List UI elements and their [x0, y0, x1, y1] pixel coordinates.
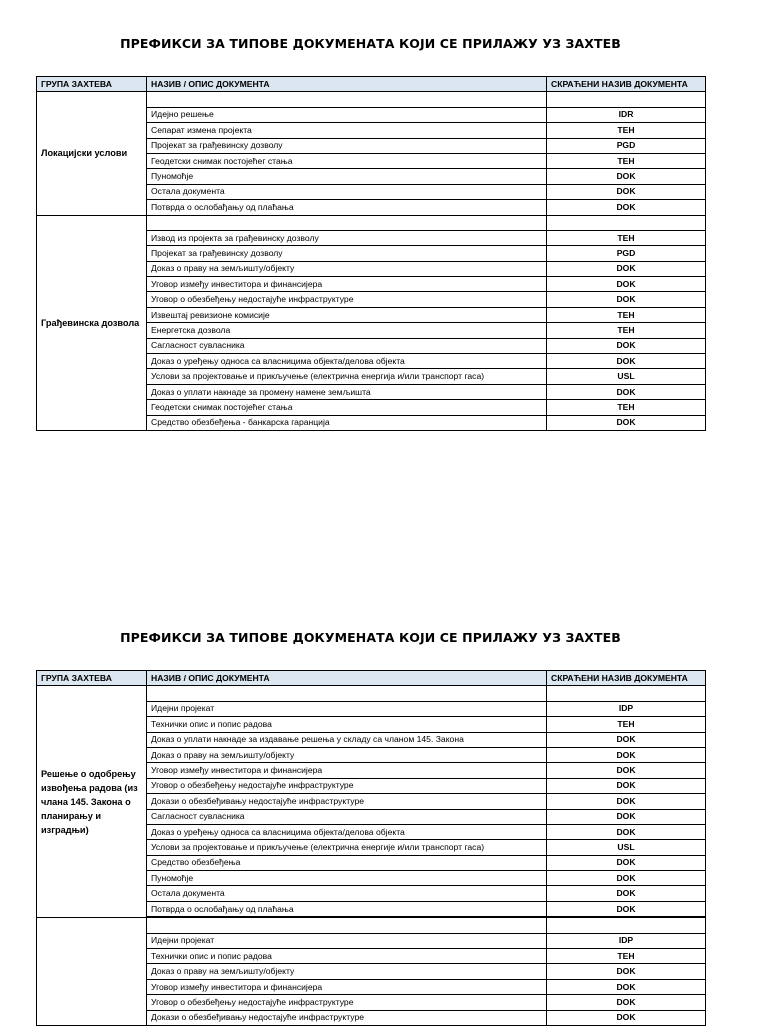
document-abbreviation: DOK — [547, 415, 706, 430]
document-abbreviation: DOK — [547, 871, 706, 886]
document-abbreviation: TEH — [547, 153, 706, 168]
document-abbreviation: TEH — [547, 400, 706, 415]
header-abbreviation: СКРАЋЕНИ НАЗИВ ДОКУМЕНТА — [547, 77, 706, 92]
document-description: Уговор између инвеститора и финансијера — [147, 763, 547, 778]
document-description: Геодетски снимак постојећег стања — [147, 400, 547, 415]
document-description: Докази о обезбеђивању недостајуће инфраструктуре — [147, 1010, 547, 1025]
document-abbreviation: DOK — [547, 261, 706, 276]
document-description: Услови за пројектовање и прикључење (електрична енергија и/или транспорт гаса) — [147, 369, 547, 384]
document-description: Доказ о праву на земљишту/објекту — [147, 747, 547, 762]
section-title: ПРЕФИКСИ ЗА ТИПОВЕ ДОКУМЕНАТА КОЈИ СЕ ПРИЛАЖУ УЗ ЗАХТЕВ — [120, 36, 621, 51]
document-description: Уговор о обезбеђењу недостајуће инфраструктуре — [147, 778, 547, 793]
document-abbreviation: DOK — [547, 277, 706, 292]
document-description: Уговор о обезбеђењу недостајуће инфраструктуре — [147, 292, 547, 307]
document-description: Услови за пројектовање и прикључење (електрична енергије и/или транспорт гаса) — [147, 840, 547, 855]
empty-cell — [547, 686, 706, 701]
document-description: Потврда о ослобађању од плаћања — [147, 901, 547, 917]
prefix-section-2 — [36, 630, 705, 1026]
document-abbreviation: DOK — [547, 809, 706, 824]
prefix-section-1 — [36, 36, 705, 431]
group-name-cell — [37, 917, 147, 1025]
document-abbreviation: DOK — [547, 995, 706, 1010]
document-abbreviation: DOK — [547, 292, 706, 307]
document-description: Геодетски снимак постојећег стања — [147, 153, 547, 168]
document-description: Сепарат измена пројекта — [147, 123, 547, 138]
document-abbreviation: DOK — [547, 979, 706, 994]
document-abbreviation: TEH — [547, 717, 706, 732]
document-description: Остала документа — [147, 184, 547, 199]
document-description: Доказ о праву на земљишту/објекту — [147, 964, 547, 979]
document-description: Средство обезбеђења - банкарска гаранција — [147, 415, 547, 430]
document-abbreviation: PGD — [547, 138, 706, 153]
empty-cell — [147, 917, 547, 933]
document-abbreviation: IDP — [547, 933, 706, 948]
document-description: Средство обезбеђења — [147, 855, 547, 870]
group-spacer-row — [37, 92, 706, 107]
document-abbreviation: DOK — [547, 354, 706, 369]
document-abbreviation: TEH — [547, 323, 706, 338]
document-description: Технички опис и попис радова — [147, 717, 547, 732]
document-description: Уговор између инвеститора и финансијера — [147, 277, 547, 292]
empty-cell — [147, 215, 547, 230]
header-description: НАЗИВ / ОПИС ДОКУМЕНТА — [147, 77, 547, 92]
empty-cell — [547, 215, 706, 230]
document-abbreviation: DOK — [547, 794, 706, 809]
document-abbreviation: DOK — [547, 824, 706, 839]
document-description: Доказ о уређењу односа са власницима објекта/делова објекта — [147, 824, 547, 839]
header-description: НАЗИВ / ОПИС ДОКУМЕНТА — [147, 671, 547, 686]
document-abbreviation: IDP — [547, 701, 706, 716]
document-description: Уговор о обезбеђењу недостајуће инфраструктуре — [147, 995, 547, 1010]
table-header-row — [37, 77, 706, 92]
document-abbreviation: IDR — [547, 107, 706, 122]
document-abbreviation: USL — [547, 840, 706, 855]
document-abbreviation: DOK — [547, 169, 706, 184]
header-abbreviation: СКРАЋЕНИ НАЗИВ ДОКУМЕНТА — [547, 671, 706, 686]
document-abbreviation: TEH — [547, 123, 706, 138]
document-description: Уговор између инвеститора и финансијера — [147, 979, 547, 994]
prefix-table-2 — [36, 670, 706, 1026]
group-spacer-row — [37, 917, 706, 933]
document-abbreviation: DOK — [547, 855, 706, 870]
document-abbreviation: DOK — [547, 964, 706, 979]
document-abbreviation: DOK — [547, 901, 706, 917]
document-description: Сагласност сувласника — [147, 809, 547, 824]
document-description: Пуномоћје — [147, 871, 547, 886]
empty-cell — [147, 92, 547, 107]
document-description: Извод из пројекта за грађевинску дозволу — [147, 230, 547, 245]
document-abbreviation: DOK — [547, 200, 706, 215]
document-abbreviation: TEH — [547, 949, 706, 964]
document-abbreviation: USL — [547, 369, 706, 384]
document-abbreviation: DOK — [547, 184, 706, 199]
prefix-table-1 — [36, 76, 706, 431]
document-abbreviation: DOK — [547, 886, 706, 901]
document-description: Доказ о уплати накнаде за издавање решења у складу са чланом 145. Закона — [147, 732, 547, 747]
document-description: Идејни пројекат — [147, 933, 547, 948]
document-abbreviation: TEH — [547, 307, 706, 322]
document-description: Пројекат за грађевинску дозволу — [147, 246, 547, 261]
document-description: Доказ о уређењу односа са власницима објекта/делова објекта — [147, 354, 547, 369]
header-group: ГРУПА ЗАХТЕВА — [37, 671, 147, 686]
document-description: Остала документа — [147, 886, 547, 901]
document-abbreviation: DOK — [547, 747, 706, 762]
document-description: Идејни пројекат — [147, 701, 547, 716]
document-description: Сагласност сувласника — [147, 338, 547, 353]
group-name-cell: Грађевинска дозвола — [37, 215, 147, 430]
document-description: Енергетска дозвола — [147, 323, 547, 338]
section-title: ПРЕФИКСИ ЗА ТИПОВЕ ДОКУМЕНАТА КОЈИ СЕ ПРИЛАЖУ УЗ ЗАХТЕВ — [120, 630, 621, 645]
document-description: Доказ о праву на земљишту/објекту — [147, 261, 547, 276]
document-abbreviation: TEH — [547, 230, 706, 245]
document-description: Пројекат за грађевинску дозволу — [147, 138, 547, 153]
document-description: Извештај ревизионе комисије — [147, 307, 547, 322]
empty-cell — [147, 686, 547, 701]
document-abbreviation: DOK — [547, 384, 706, 399]
document-description: Докази о обезбеђивању недостајуће инфраструктуре — [147, 794, 547, 809]
document-description: Пуномоћје — [147, 169, 547, 184]
document-abbreviation: DOK — [547, 778, 706, 793]
document-description: Потврда о ослобађању од плаћања — [147, 200, 547, 215]
document-abbreviation: DOK — [547, 763, 706, 778]
group-name-cell: Локацијски услови — [37, 92, 147, 215]
document-description: Идејно решење — [147, 107, 547, 122]
group-spacer-row — [37, 215, 706, 230]
table-header-row — [37, 671, 706, 686]
group-name-cell: Решење о одобрењу извођења радова (из члана 145. Закона о планирању и изградњи) — [37, 686, 147, 917]
document-description: Технички опис и попис радова — [147, 949, 547, 964]
header-group: ГРУПА ЗАХТЕВА — [37, 77, 147, 92]
document-abbreviation: PGD — [547, 246, 706, 261]
empty-cell — [547, 917, 706, 933]
document-abbreviation: DOK — [547, 338, 706, 353]
group-spacer-row — [37, 686, 706, 701]
document-description: Доказ о уплати накнаде за промену намене земљишта — [147, 384, 547, 399]
empty-cell — [547, 92, 706, 107]
document-abbreviation: DOK — [547, 732, 706, 747]
document-abbreviation: DOK — [547, 1010, 706, 1025]
